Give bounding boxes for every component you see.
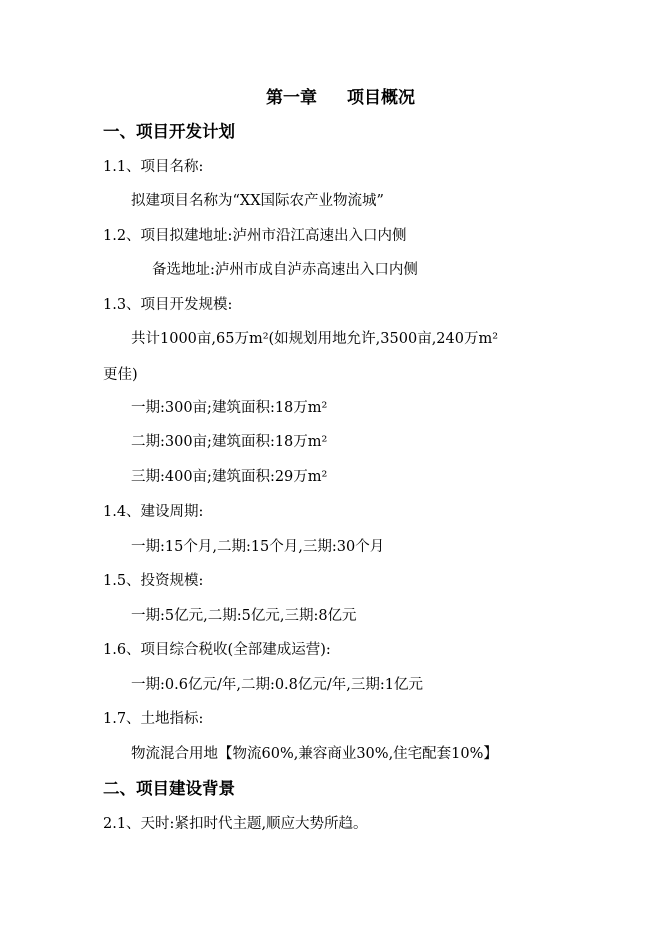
item-text: 备选地址:泸州市成自泸赤高速出入口内侧 bbox=[152, 262, 418, 278]
phase-line: 三期:400亩;建筑面积:29万m² bbox=[131, 469, 328, 485]
phase-line: 二期:300亩;建筑面积:18万m² bbox=[131, 434, 328, 450]
item-text: 一期:0.6亿元/年,二期:0.8亿元/年,三期:1亿元 bbox=[131, 677, 423, 693]
item-label: 1.1、项目名称: bbox=[103, 159, 204, 175]
chapter-title: 项目概况 bbox=[347, 88, 415, 108]
chapter-number: 第一章 bbox=[266, 88, 317, 108]
section-heading: 一、项目开发计划 bbox=[103, 122, 235, 141]
chapter-heading bbox=[266, 88, 415, 108]
item-text: 拟建项目名称为“XX国际农产业物流城” bbox=[131, 193, 384, 209]
item-label: 1.6、项目综合税收(全部建成运营): bbox=[103, 642, 331, 658]
item-label: 1.3、项目开发规模: bbox=[103, 297, 233, 313]
item-text: 物流混合用地【物流60%,兼容商业30%,住宅配套10%】 bbox=[131, 746, 498, 762]
item-text: 共计1000亩,65万m²(如规划用地允许,3500亩,240万m² bbox=[131, 331, 499, 347]
item-text: 一期:15个月,二期:15个月,三期:30个月 bbox=[131, 539, 385, 555]
item-label: 2.1、天时:紧扣时代主题,顺应大势所趋。 bbox=[103, 816, 368, 832]
item-label: 1.7、土地指标: bbox=[103, 711, 204, 727]
item-text: 更佳) bbox=[103, 367, 138, 383]
phase-line: 一期:300亩;建筑面积:18万m² bbox=[131, 400, 328, 416]
item-text: 一期:5亿元,二期:5亿元,三期:8亿元 bbox=[131, 608, 357, 624]
item-label: 1.5、投资规模: bbox=[103, 573, 204, 589]
item-label: 1.4、建设周期: bbox=[103, 504, 204, 520]
section-heading: 二、项目建设背景 bbox=[103, 779, 235, 798]
item-label: 1.2、项目拟建地址:泸州市沿江高速出入口内侧 bbox=[103, 228, 407, 244]
